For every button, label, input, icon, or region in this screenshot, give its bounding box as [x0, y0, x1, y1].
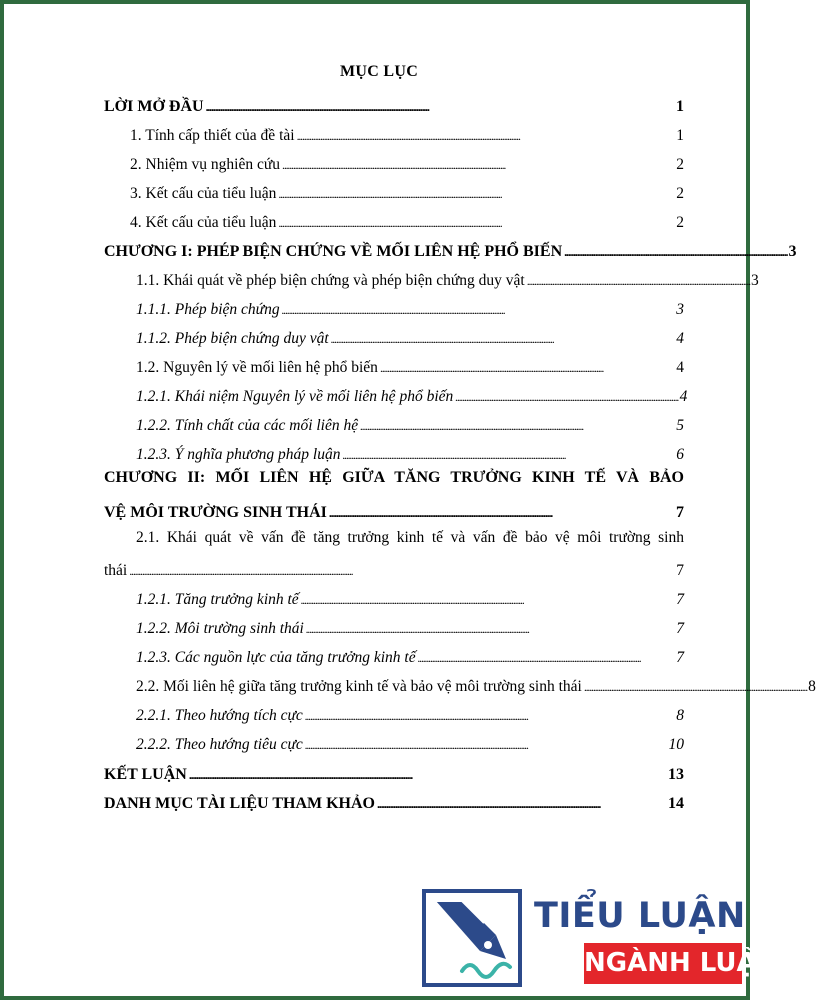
leader-dots — [360, 416, 674, 436]
leader-dots — [189, 765, 666, 785]
toc-entry-2-1-1[interactable] — [136, 581, 684, 610]
toc-entry-page: 10 — [668, 736, 684, 753]
logo-text-top: TIỂU LUẬN — [534, 896, 746, 936]
toc-entry-label: 2.2.1. Theo hướng tích cực — [136, 707, 303, 724]
logo-text-bottom: NGÀNH LUẬT — [584, 943, 742, 984]
toc-entry-chapter-1[interactable] — [104, 233, 797, 262]
leader-dots — [305, 706, 674, 726]
toc-entry-page: 2 — [676, 185, 684, 202]
pen-nib-icon — [422, 889, 526, 989]
toc-entry-label: 1.2.1. Tăng trưởng kinh tế — [136, 591, 299, 608]
toc-entry-page: 3 — [788, 243, 797, 260]
toc-entry-page: 4 — [679, 388, 688, 405]
toc-entry-page: 3 — [751, 272, 759, 289]
leader-dots — [278, 184, 674, 204]
leader-dots — [329, 503, 674, 523]
leader-dots — [282, 300, 675, 320]
leader-dots — [331, 329, 675, 349]
toc-entry-2-1-2[interactable] — [136, 610, 684, 639]
toc-entry-page: 7 — [676, 649, 684, 666]
toc-entry-label: 1.2.3. Các nguồn lực của tăng trưởng kinh tế — [136, 649, 416, 666]
toc-entry-chapter-2-line1[interactable]: CHƯƠNG II: MỐI LIÊN HỆ GIỮA TĂNG TRƯỞNG KINH TẾ VÀ BẢO — [104, 469, 684, 486]
toc-entry-label: 2.2.2. Theo hướng tiêu cực — [136, 736, 303, 753]
toc-entry-label: 1.1.1. Phép biện chứng — [136, 301, 280, 318]
toc-entry-page: 3 — [676, 301, 684, 318]
toc-entry-label: 2. Nhiệm vụ nghiên cứu — [130, 156, 281, 173]
toc-entry-page: 7 — [676, 620, 684, 637]
toc-entry-page: 4 — [676, 330, 684, 347]
toc-entry-1-2[interactable] — [136, 349, 684, 378]
toc-entry-2-2-1[interactable] — [136, 697, 684, 726]
toc-entry-label: thái — [104, 562, 128, 579]
toc-entry-2-1-line1[interactable]: 2.1. Khái quát về vấn đề tăng trưởng kinh tế và vấn đề bảo vệ môi trường sinh — [136, 529, 684, 546]
toc-entry-4[interactable] — [130, 204, 684, 233]
leader-dots — [418, 648, 675, 668]
toc-entry-1-1[interactable] — [136, 262, 759, 291]
toc-entry-1-2-3[interactable] — [136, 436, 684, 465]
toc-entry-label: 1.2. Nguyên lý về mối liên hệ phổ biến — [136, 359, 378, 376]
toc-entry-label: 2.2. Mối liên hệ giữa tăng trưởng kinh tế và bảo vệ môi trường sinh thái — [136, 678, 582, 695]
toc-entry-page: 6 — [676, 446, 684, 463]
toc-entry-page: 8 — [676, 707, 684, 724]
toc-entry-label: VỆ MÔI TRƯỜNG SINH THÁI — [104, 504, 327, 521]
leader-dots — [380, 358, 674, 378]
toc-entry-2-2[interactable] — [136, 668, 816, 697]
toc-entry-conclusion[interactable] — [104, 756, 684, 785]
toc-entry-page: 4 — [676, 359, 684, 376]
leader-dots — [301, 590, 675, 610]
toc-entry-3[interactable] — [130, 175, 684, 204]
toc-entry-label: 1.1. Khái quát về phép biện chứng và phép biện chứng duy vật — [136, 272, 525, 289]
toc-entry-2[interactable] — [130, 146, 684, 175]
toc-entry-label: 1.1.2. Phép biện chứng duy vật — [136, 330, 329, 347]
toc-entry-page: 2 — [676, 156, 684, 173]
toc-entry-intro[interactable] — [104, 88, 684, 117]
leader-dots — [278, 213, 674, 233]
toc-entry-chapter-2[interactable] — [104, 494, 684, 523]
leader-dots — [129, 561, 674, 581]
leader-dots — [282, 155, 674, 175]
toc-entry-page: 8 — [808, 678, 816, 695]
toc-entry-page: 14 — [668, 795, 684, 812]
toc-entry-references[interactable] — [104, 785, 684, 814]
toc-entry-label: DANH MỤC TÀI LIỆU THAM KHẢO — [104, 795, 375, 812]
toc-entry-page: 5 — [676, 417, 684, 434]
toc-entry-label: LỜI MỞ ĐẦU — [104, 98, 204, 115]
leader-dots — [377, 794, 666, 814]
toc-entry-page: 1 — [676, 127, 684, 144]
toc-entry-1-2-1[interactable] — [136, 378, 688, 407]
toc-entry-1[interactable] — [130, 117, 684, 146]
leader-dots — [564, 242, 786, 262]
toc-entry-label: 4. Kết cấu của tiểu luận — [130, 214, 277, 231]
toc-entry-1-2-2[interactable] — [136, 407, 684, 436]
toc-entry-label: 1.2.1. Khái niệm Nguyên lý về mối liên hệ phổ biến — [136, 388, 454, 405]
toc-entry-page: 2 — [676, 214, 684, 231]
toc-entry-1-1-1[interactable] — [136, 291, 684, 320]
leader-dots — [306, 619, 674, 639]
leader-dots — [305, 735, 667, 755]
leader-dots — [455, 387, 677, 407]
leader-dots — [297, 126, 675, 146]
toc-entry-1-1-2[interactable] — [136, 320, 684, 349]
toc-entry-2-2-2[interactable] — [136, 726, 684, 755]
leader-dots — [206, 97, 674, 117]
toc-entry-label: CHƯƠNG I: PHÉP BIỆN CHỨNG VỀ MỐI LIÊN HỆ PHỔ BIẾN — [104, 243, 563, 260]
toc-entry-2-1[interactable] — [104, 552, 684, 581]
leader-dots — [527, 271, 749, 291]
toc-entry-page: 7 — [676, 562, 684, 579]
leader-dots — [342, 445, 674, 465]
toc-entry-label: 1.2.3. Ý nghĩa phương pháp luận — [136, 446, 341, 463]
toc-entry-page: 13 — [668, 766, 684, 783]
toc-entry-label: 3. Kết cấu của tiểu luận — [130, 185, 277, 202]
toc-entry-label: 1.2.2. Tính chất của các mối liên hệ — [136, 417, 359, 434]
toc-entry-label: 1. Tính cấp thiết của đề tài — [130, 127, 295, 144]
toc-title: MỤC LỤC — [339, 63, 419, 80]
leader-dots — [584, 677, 806, 697]
toc-entry-page: 1 — [676, 98, 684, 115]
toc-entry-label: 1.2.2. Môi trường sinh thái — [136, 620, 304, 637]
toc-entry-label: KẾT LUẬN — [104, 766, 187, 783]
toc-entry-page: 7 — [676, 591, 684, 608]
toc-entry-2-1-3[interactable] — [136, 639, 684, 668]
toc-entry-page: 7 — [676, 504, 684, 521]
brand-logo — [422, 886, 775, 994]
